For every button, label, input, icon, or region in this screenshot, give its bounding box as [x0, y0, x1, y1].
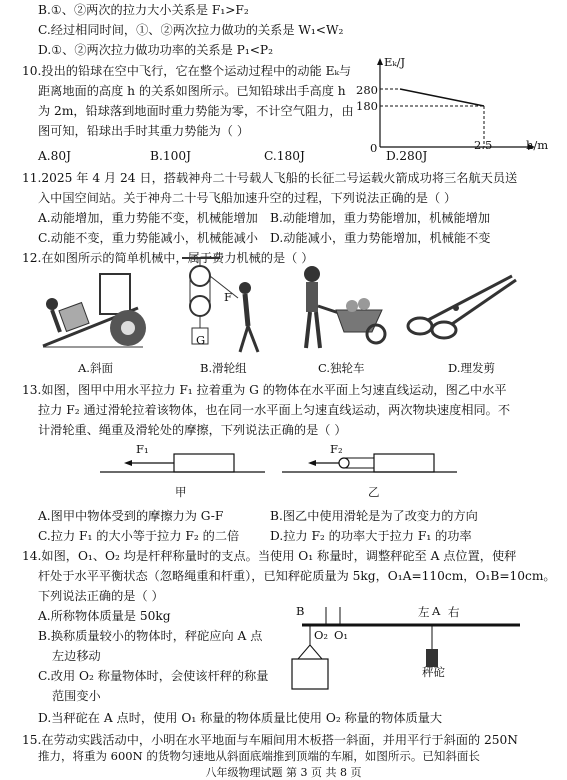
q12-option-c: C.独轮车: [318, 361, 365, 375]
steelyard-left-label: 左: [418, 605, 430, 619]
pulley-illustration: [180, 256, 270, 356]
q14-option-b-2: 左边移动: [52, 649, 101, 663]
q13-fig-yi-caption: 乙: [368, 485, 380, 499]
q13-f1-label: F₁: [136, 442, 149, 456]
q10-stem-1: 10.投出的铅球在空中飞行，它在整个运动过程中的动能 Eₖ与: [22, 64, 352, 78]
q15-stem-1: 15.在劳动实践活动中，小明在水平地面与车厢间用木板搭一斜面，并用平行于斜面的 250N: [22, 733, 518, 747]
q14-steelyard-figure: [290, 605, 530, 690]
q13-option-c: C.拉力 F₁ 的大小等于拉力 F₂ 的二倍: [38, 529, 240, 543]
q13-stem-2: 拉力 F₂ 通过滑轮拉着该物体，也在同一水平面上匀速直线运动，两次物块速度相同。不: [38, 403, 511, 417]
q9-option-c: C.经过相同时间，①、②两次拉力做功的关系是 W₁<W₂: [38, 23, 344, 37]
q13-figure-yi: [282, 440, 462, 480]
q14-option-b-1: B.换称质量较小的物体时，秤砣应向 A 点: [38, 629, 263, 643]
q13-fig-jia-caption: 甲: [175, 485, 187, 499]
steelyard-right-label: 右: [448, 605, 460, 619]
q14-option-c-2: 范围变小: [52, 689, 101, 703]
incline-illustration: [38, 268, 148, 353]
scissors-illustration: [404, 268, 524, 340]
steelyard-b-label: B: [296, 604, 305, 618]
q13-figure-jia: [100, 440, 270, 480]
pulley-f-label: F: [224, 290, 232, 304]
q13-stem-3: 计滑轮重、绳重及滑轮处的摩擦，下列说法正确的是（ ）: [38, 423, 347, 437]
q12-option-b: B.滑轮组: [200, 361, 247, 375]
q11-option-c: C.动能不变，重力势能减小，机械能减小: [38, 231, 258, 245]
page-footer: 八年级物理试题 第 3 页 共 8 页: [205, 766, 362, 779]
q10-graph-x25: 2.5: [474, 138, 493, 152]
pulley-g-label: G: [196, 333, 206, 347]
q10-stem-4: 图可知，铅球出手时其重力势能为（ ）: [38, 124, 250, 138]
q13-option-a: A.图甲中物体受到的摩擦力为 G-F: [38, 509, 224, 523]
q10-stem-2: 距离地面的高度 h 的关系如图所示。已知铅球出手高度 h: [38, 84, 346, 98]
q10-option-b: B.100J: [150, 149, 191, 163]
q10-graph-y280: 280: [356, 83, 378, 97]
q11-option-b: B.动能增加，重力势能增加，机械能增加: [270, 211, 491, 225]
wheelbarrow-illustration: [292, 262, 392, 354]
q10-stem-3: 为 2m，铅球落到地面时重力势能为零，不计空气阻力，由: [38, 104, 354, 118]
q11-stem-1: 11.2025 年 4 月 24 日，搭载神舟二十号载人飞船的长征二号运载火箭成功将三名航天员送: [22, 171, 518, 185]
q14-option-d: D.当秤砣在 A 点时，使用 O₁ 称量的物体质量比使用 O₂ 称量的物体质量大: [38, 711, 443, 725]
q12-stem: 12.在如图所示的简单机械中，属于费力机械的是（ ）: [22, 251, 314, 265]
q11-stem-2: 入中国空间站。关于神舟二十号飞船加速升空的过程，下列说法正确的是（ ）: [38, 191, 457, 205]
q15-stem-2: 推力，将重为 600N 的货物匀速地从斜面底端推到顶端的车厢，如图所示。已知斜面长: [38, 749, 480, 763]
q14-option-a: A.所称物体质量是 50kg: [38, 609, 171, 623]
q10-graph-xlabel: h/m: [526, 138, 549, 152]
q9-option-b: B.①、②两次的拉力大小关系是 F₁>F₂: [38, 3, 249, 17]
q13-f2-label: F₂: [330, 442, 343, 456]
q10-graph-y180: 180: [356, 99, 378, 113]
q12-option-d: D.理发剪: [448, 361, 495, 375]
q10-option-c: C.180J: [264, 149, 305, 163]
q13-stem-1: 13.如图，图甲中用水平拉力 F₁ 拉着重为 G 的物体在水平面上匀速直线运动，图乙中水平: [22, 383, 507, 397]
q13-option-d: D.拉力 F₂ 的功率大于拉力 F₁ 的功率: [270, 529, 472, 543]
q10-option-d: D.280J: [386, 149, 428, 163]
q11-option-a: A.动能增加，重力势能不变，机械能增加: [38, 211, 258, 225]
steelyard-weight-label: 秤砣: [422, 665, 445, 679]
steelyard-a-label: A: [432, 604, 441, 618]
q14-option-c-1: C.改用 O₂ 称量物体时，会使该杆秤的称量: [38, 669, 269, 683]
steelyard-o1-label: O₁: [334, 628, 349, 642]
steelyard-o2-label: O₂: [314, 628, 329, 642]
q12-option-a: A.斜面: [78, 361, 113, 375]
q9-option-d: D.①、②两次拉力做功功率的关系是 P₁<P₂: [38, 43, 274, 57]
q10-graph-origin: 0: [370, 141, 378, 155]
q11-option-d: D.动能减小，重力势能增加，机械能不变: [270, 231, 491, 245]
q10-graph-ylabel: Eₖ/J: [384, 55, 406, 69]
q14-stem-1: 14.如图，O₁、O₂ 均是杆秤称量时的支点。当使用 O₁ 称量时，调整秤砣至 A 点位置，使秤: [22, 549, 517, 563]
q13-option-b: B.图乙中使用滑轮是为了改变力的方向: [270, 509, 478, 523]
q14-stem-3: 下列说法正确的是（ ）: [38, 589, 164, 603]
q14-stem-2: 杆处于水平平衡状态（忽略绳重和杆重），已知秤砣质量为 5kg，O₁A=110cm，O₁B=10cm。: [38, 569, 556, 583]
q10-option-a: A.80J: [38, 149, 72, 163]
